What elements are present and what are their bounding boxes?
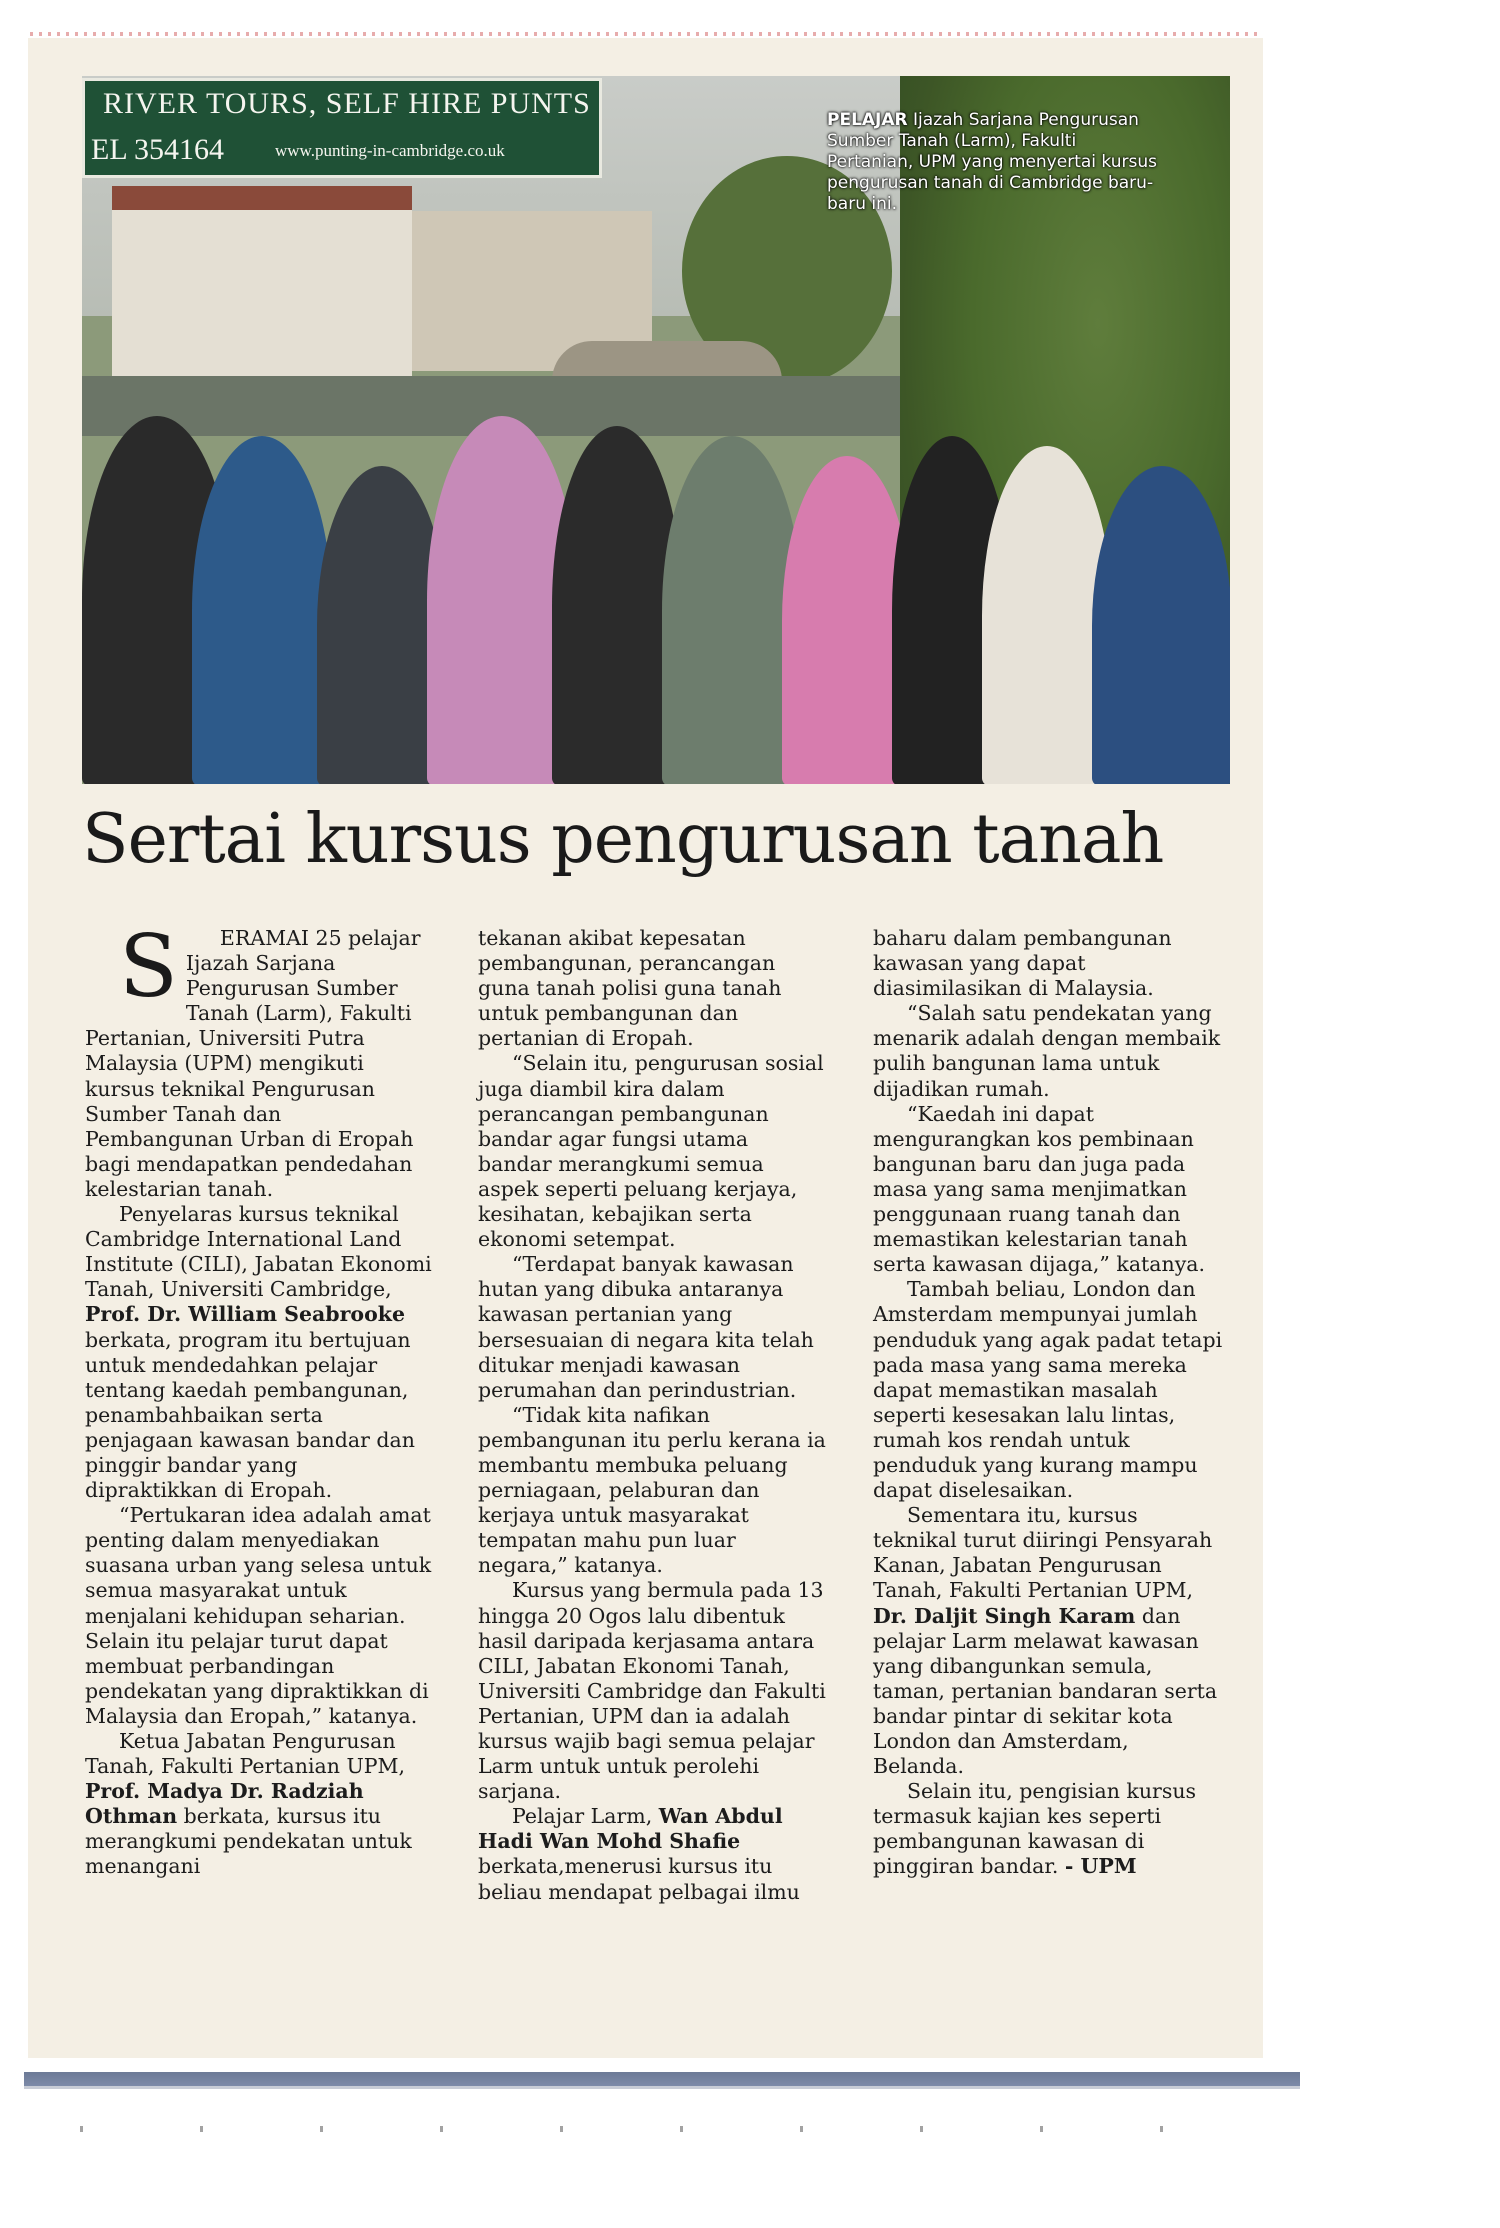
paragraph: “Salah satu pendekatan yang menarik adalah dengan membaik pulih bangunan lama untuk dijadikan rumah. [873,1001,1221,1101]
paragraph: Pelajar Larm, Wan Abdul Hadi Wan Mohd Shafie berkata,menerusi kursus itu beliau mendapat pelbagai ilmu [478,1804,800,1904]
punting-sign [82,78,602,178]
sign-text-url: www.punting-in-cambridge.co.uk [275,141,505,160]
paragraph: “Tidak kita nafikan pembangunan itu perlu kerana ia membantu membuka peluang perniagaan, pelaburan dan kerjaya untuk masyarakat tempatan mahu pun luar negara,” katanya. [478,1402,826,1578]
paragraph: Penyelaras kursus teknikal Cambridge International Land Institute (CILI), Jabatan Ekonomi Tanah, Universiti Cambridge, Prof. Dr. William Seabrooke berkata, program itu bertujuan untuk mendedahkan pelajar tentang kaedah pembangunan, penambahbaikan serta penjagaan kawasan bandar dan pinggir bandar yang dipraktikkan di Eropah. [85,1202,432,1503]
sign-text-line2: EL 354164 [91,133,225,166]
scan-perforation-bottom [80,2126,1230,2132]
scan-perforation-top [30,32,1260,36]
article-source: - UPM [1064,1854,1137,1879]
article-column-1 [85,917,435,1880]
paragraph: Ketua Jabatan Pengurusan Tanah, Fakulti Pertanian UPM, Prof. Madya Dr. Radziah Othman berkata, kursus itu merangkumi pendekatan untuk menangani [85,1729,412,1879]
sign-text-line1: RIVER TOURS, SELF HIRE PUNTS [103,87,591,120]
paragraph: tekanan akibat kepesatan pembangunan, perancangan guna tanah polisi guna tanah untuk pembangunan dan pertanian di Eropah. [478,926,782,1051]
article-column-3 [873,926,1223,1880]
group-photo [82,76,1230,784]
page-footer-rule [24,2072,1300,2086]
caption-text: Ijazah Sarjana Pengurusan Sumber Tanah (Larm), Fakulti Pertanian, UPM yang menyertai kursus pengurusan tanah di Cambridge baru-baru ini. [827,110,1157,214]
article-headline: Sertai kursus pengurusan tanah [82,800,1164,879]
paragraph: “Kaedah ini dapat mengurangkan kos pembinaan bangunan baru dan juga pada masa yang sama menjimatkan penggunaan ruang tanah dan memastikan kelestarian tanah serta kawasan dijaga,” katanya. [873,1101,1206,1277]
article-column-2 [478,926,828,1905]
person-name: Dr. Daljit Singh Karam [873,1603,1136,1628]
paragraph: Sementara itu, kursus teknikal turut diiringi Pensyarah Kanan, Jabatan Pengurusan Tanah, Fakulti Pertanian UPM, Dr. Daljit Singh Karam dan pelajar Larm melawat kawasan yang dibangunkan semula, taman, pertanian bandaran serta bandar pintar di sekitar kota London dan Amsterdam, Belanda. [873,1503,1218,1779]
paragraph: “Terdapat banyak kawasan hutan yang dibuka antaranya kawasan pertanian yang bersesuaian di negara kita telah ditukar menjadi kawasan perumahan dan perindustrian. [478,1252,814,1402]
paragraph: Selain itu, pengisian kursus termasuk kajian kes seperti pembangunan kawasan di pinggiran bandar. - UPM [873,1779,1197,1879]
photo-building [112,186,412,390]
person-name: Wan Abdul Hadi Wan Mohd Shafie [478,1804,783,1854]
paragraph: Kursus yang bermula pada 13 hingga 20 Ogos lalu dibentuk hasil daripada kerjasama antara CILI, Jabatan Ekonomi Tanah, Universiti Cambridge dan Fakulti Pertanian, UPM dan ia adalah kursus wajib bagi semua pelajar Larm untuk untuk perolehi sarjana. [478,1578,826,1804]
paragraph: “Pertukaran idea adalah amat penting dalam menyediakan suasana urban yang selesa untuk semua masyarakat untuk menjalani kehidupan seharian. Selain itu pelajar turut dapat membuat perbandingan pendekatan yang dipraktikkan di Malaysia dan Eropah,” katanya. [85,1503,432,1728]
caption-lead-word: PELAJAR [827,110,908,130]
person-name: Prof. Dr. William Seabrooke [85,1302,406,1327]
photo-group-of-students [82,376,1230,784]
paragraph: Tambah beliau, London dan Amsterdam mempunyai jumlah penduduk yang agak padat tetapi pada masa yang sama mereka dapat memastikan masalah seperti kesesakan lalu lintas, rumah kos rendah untuk penduduk yang kurang mampu dapat diselesaikan. [873,1277,1223,1503]
paragraph: baharu dalam pembangunan kawasan yang dapat diasimilasikan di Malaysia. [873,926,1172,1001]
paragraph: S ERAMAI 25 pelajar Ijazah Sarjana Pengurusan Sumber Tanah (Larm), Fakulti Pertanian, Universiti Putra Malaysia (UPM) mengikuti kursus teknikal Pengurusan Sumber Tanah dan Pembangunan Urban di Eropah bagi mendapatkan pendedahan kelestarian tanah. [85,917,421,1201]
drop-cap: S [119,917,178,1017]
paragraph: “Selain itu, pengurusan sosial juga diambil kira dalam perancangan pembangunan bandar agar fungsi utama bandar merangkumi semua aspek seperti peluang kerjaya, kesihatan, kebajikan serta ekonomi setempat. [478,1051,824,1252]
person-name: Prof. Madya Dr. Radziah Othman [85,1779,364,1829]
photo-caption [827,110,1167,215]
